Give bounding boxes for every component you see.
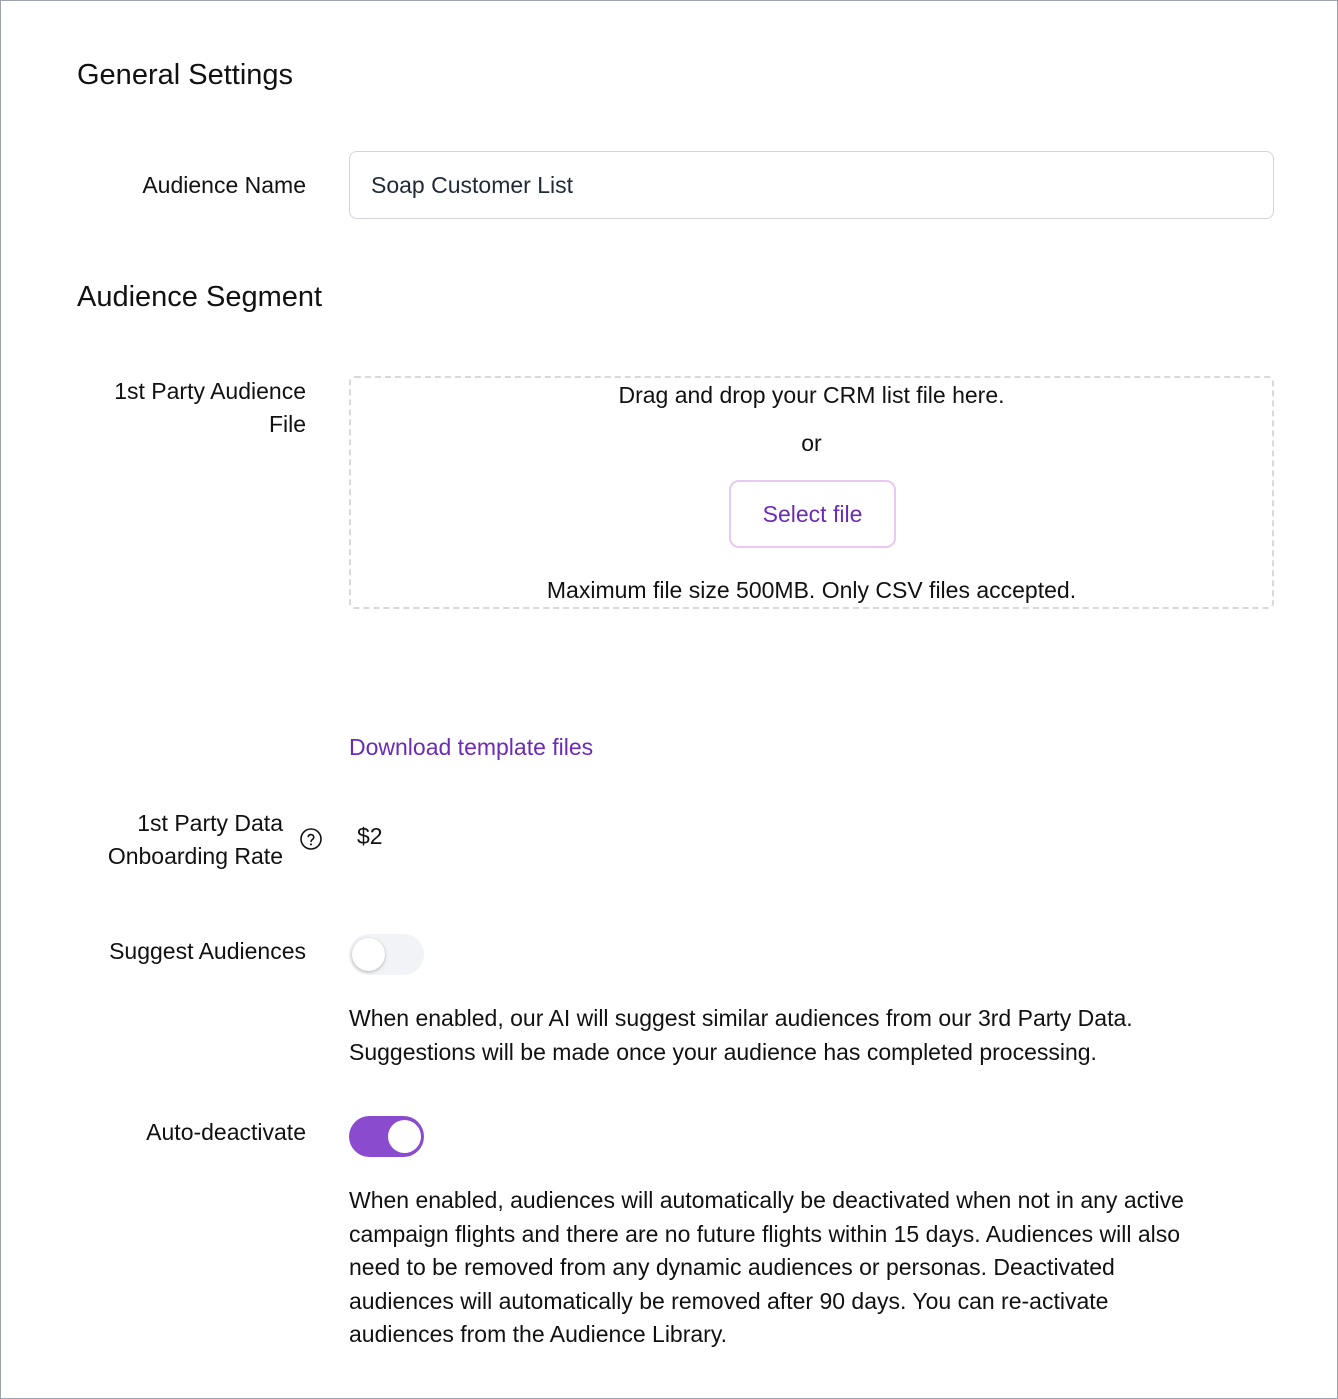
- auto-deactivate-label: Auto-deactivate: [146, 1119, 306, 1145]
- audience-file-label-line2: File: [268, 411, 306, 437]
- auto-deactivate-description: [349, 1184, 1279, 1352]
- suggest-desc-line: When enabled, our AI will suggest similar audiences from our 3rd Party Data.: [349, 1005, 1133, 1031]
- auto-deactivate-desc-line: need to be removed from any dynamic audiences or personas. Deactivated: [349, 1254, 1115, 1280]
- download-template-link[interactable]: Download template files: [349, 734, 594, 760]
- auto-deactivate-desc-line: campaign flights and there are no future flights within 15 days. Audiences will also: [349, 1220, 1181, 1247]
- suggest-audiences-label: Suggest Audiences: [109, 938, 306, 964]
- toggle-knob: [352, 938, 385, 971]
- dropzone-or-text: or: [801, 430, 822, 456]
- audience-file-label: [114, 375, 306, 441]
- auto-deactivate-desc-line: audiences will automatically be removed after 90 days. You can re-activate: [349, 1287, 1109, 1314]
- audience-name-input[interactable]: [349, 151, 1274, 219]
- onboarding-rate-label-line2: Onboarding Rate: [107, 843, 283, 869]
- question-circle-icon[interactable]: [299, 827, 323, 851]
- auto-deactivate-desc-line: audiences from the Audience Library.: [349, 1321, 728, 1347]
- onboarding-rate-label: [108, 807, 283, 873]
- select-file-button[interactable]: Select file: [729, 480, 896, 548]
- file-dropzone[interactable]: [349, 376, 1274, 609]
- dropzone-drag-text: Drag and drop your CRM list file here.: [618, 382, 1005, 408]
- suggest-audiences-description: [349, 1002, 1279, 1069]
- onboarding-rate-value: $2: [357, 823, 383, 849]
- suggest-desc-line: Suggestions will be made once your audience has completed processing.: [349, 1038, 1097, 1065]
- suggest-audiences-toggle[interactable]: [349, 934, 424, 975]
- auto-deactivate-desc-line: When enabled, audiences will automatically be deactivated when not in any active: [349, 1187, 1184, 1213]
- audience-file-label-line1: 1st Party Audience: [114, 378, 306, 404]
- toggle-knob: [388, 1120, 421, 1153]
- audience-name-label: Audience Name: [142, 172, 306, 198]
- general-settings-heading: General Settings: [77, 59, 294, 91]
- onboarding-rate-label-line1: 1st Party Data: [137, 810, 283, 836]
- auto-deactivate-toggle[interactable]: [349, 1116, 424, 1157]
- audience-segment-heading: Audience Segment: [77, 281, 323, 313]
- dropzone-size-hint: Maximum file size 500MB. Only CSV files accepted.: [546, 577, 1077, 603]
